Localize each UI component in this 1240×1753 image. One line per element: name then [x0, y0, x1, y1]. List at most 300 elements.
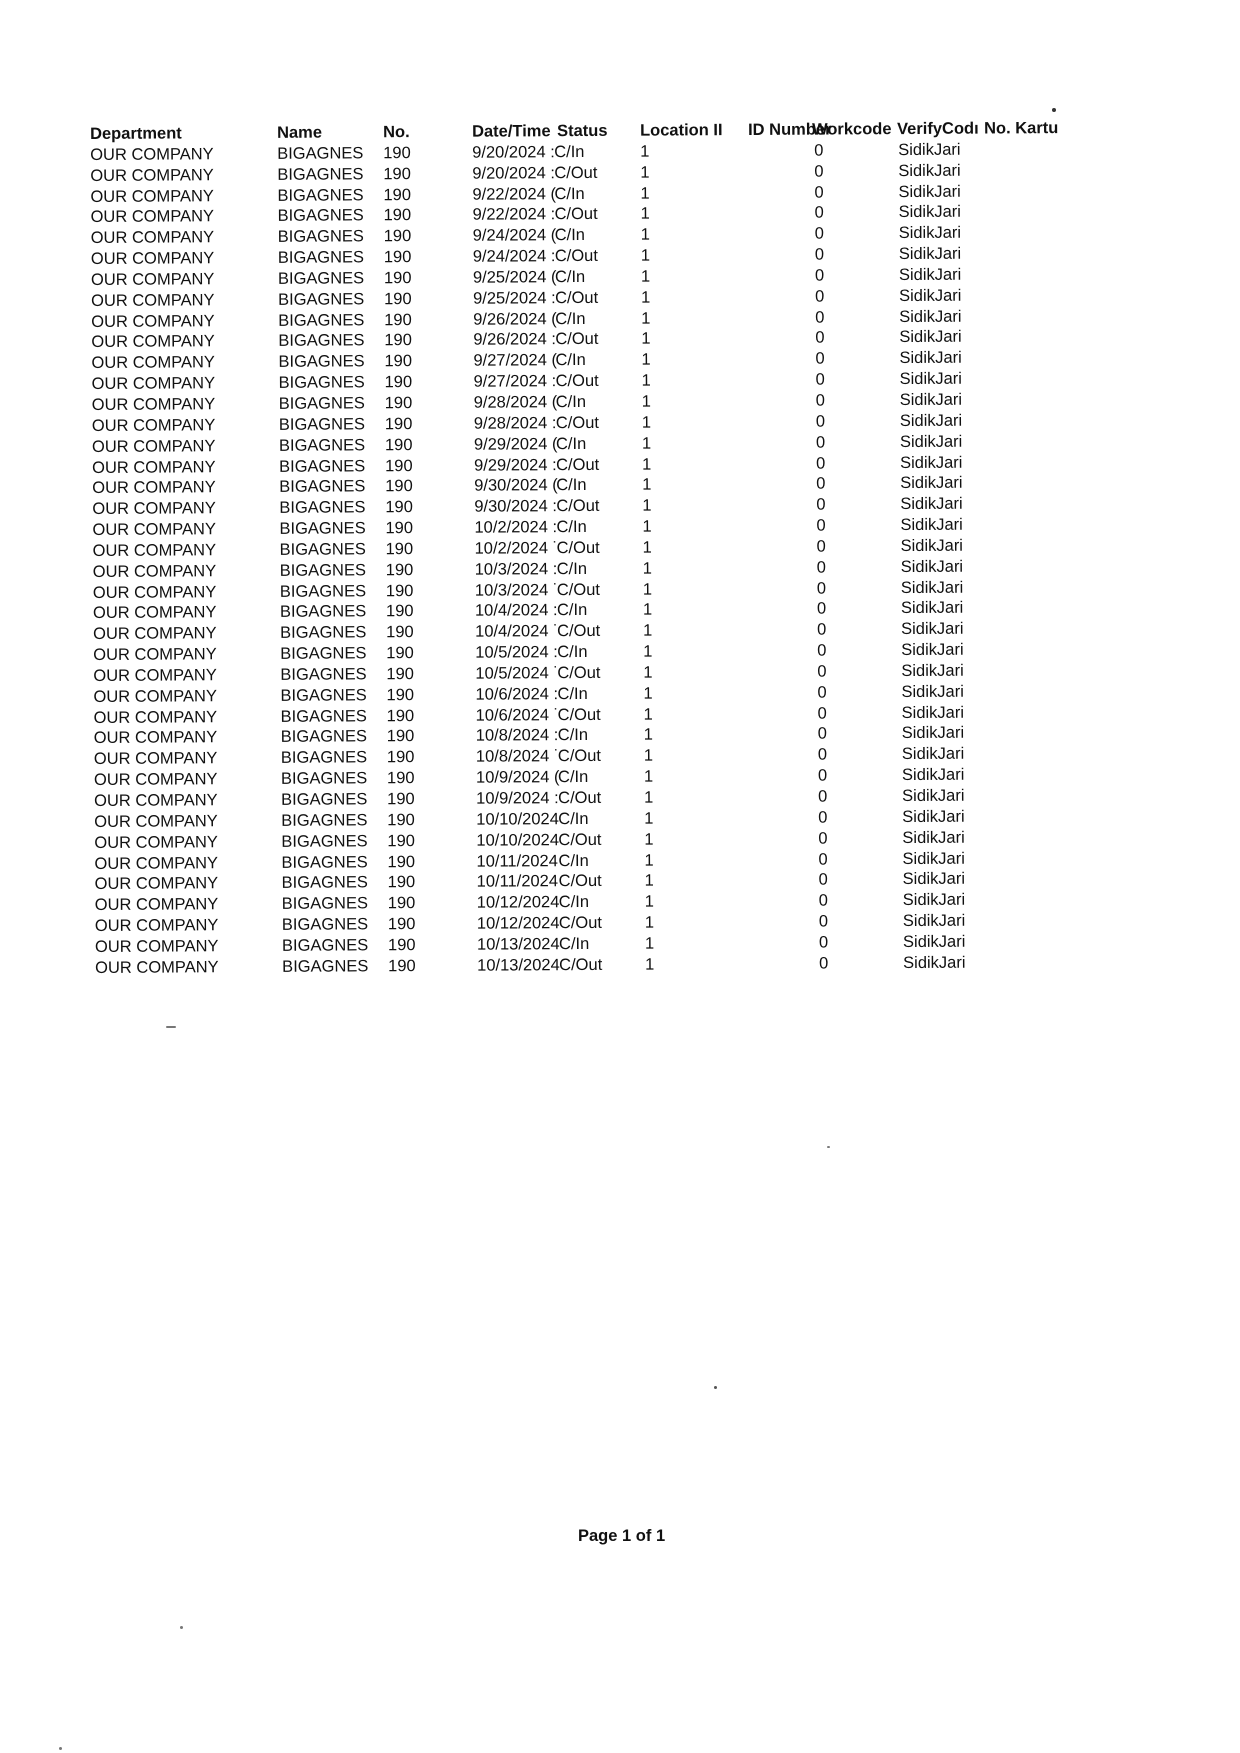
- cell-department: OUR COMPANY: [91, 311, 215, 331]
- cell-name: BIGAGNES: [279, 540, 366, 559]
- cell-datetime: 9/26/2024 :: [473, 330, 556, 350]
- cell-datetime: 9/26/2024 (: [473, 309, 557, 329]
- cell-workcode: 0: [817, 620, 827, 639]
- cell-no: 190: [383, 143, 411, 163]
- cell-datetime: 10/12/2024: [476, 893, 560, 912]
- cell-name: BIGAGNES: [280, 769, 368, 789]
- cell-datetime: 10/4/2024 ˙: [475, 622, 559, 641]
- cell-datetime: 9/30/2024 (: [474, 476, 558, 496]
- cell-workcode: 0: [817, 766, 828, 785]
- cell-name: BIGAGNES: [278, 415, 366, 434]
- cell-verifycode: SidikJari: [899, 390, 963, 410]
- cell-verifycode: SidikJari: [900, 515, 963, 535]
- cell-workcode: 0: [817, 724, 827, 744]
- cell-status: C/In: [558, 893, 590, 912]
- cell-datetime: 10/3/2024 ˙: [474, 580, 559, 600]
- cell-status: C/In: [555, 351, 586, 370]
- cell-name: BIGAGNES: [277, 248, 365, 267]
- cell-datetime: 9/22/2024 :: [472, 205, 556, 225]
- cell-no: 190: [387, 810, 415, 830]
- cell-department: OUR COMPANY: [94, 812, 218, 831]
- cell-verifycode: SidikJari: [902, 911, 966, 931]
- cell-department: OUR COMPANY: [92, 541, 217, 560]
- cell-no: 190: [387, 894, 416, 913]
- cell-department: OUR COMPANY: [91, 395, 216, 414]
- cell-department: OUR COMPANY: [90, 270, 215, 289]
- cell-no: 190: [385, 456, 413, 475]
- cell-datetime: 9/22/2024 (: [472, 184, 556, 204]
- cell-status: C/In: [558, 934, 590, 954]
- cell-no: 190: [383, 164, 411, 183]
- cell-no: 190: [387, 831, 415, 850]
- cell-status: C/In: [554, 267, 586, 287]
- cell-workcode: 0: [817, 662, 827, 681]
- cell-verifycode: SidikJari: [898, 182, 961, 201]
- cell-workcode: 0: [815, 370, 825, 389]
- cell-no: 190: [384, 414, 413, 434]
- cell-datetime: 9/20/2024 :: [472, 163, 555, 183]
- cell-location: 1: [642, 538, 652, 557]
- cell-verifycode: SidikJari: [900, 536, 964, 555]
- cell-status: C/In: [554, 142, 585, 162]
- cell-name: BIGAGNES: [277, 144, 364, 163]
- cell-verifycode: SidikJari: [898, 203, 961, 222]
- cell-verifycode: SidikJari: [902, 786, 965, 806]
- cell-location: 1: [642, 475, 652, 494]
- cell-status: C/In: [555, 434, 587, 453]
- cell-datetime: 9/24/2024 (: [472, 226, 557, 245]
- cell-location: 1: [640, 246, 651, 265]
- attendance-table: [90, 118, 1095, 979]
- cell-datetime: 9/30/2024 :: [474, 497, 557, 516]
- cell-no: 190: [386, 664, 414, 684]
- cell-datetime: 10/11/2024: [476, 851, 558, 871]
- cell-status: C/Out: [555, 413, 599, 432]
- cell-name: BIGAGNES: [280, 665, 367, 684]
- cell-verifycode: SidikJari: [899, 348, 962, 368]
- cell-department: OUR COMPANY: [93, 666, 217, 685]
- cell-workcode: 0: [818, 787, 828, 806]
- cell-status: C/In: [556, 559, 588, 578]
- cell-verifycode: SidikJari: [899, 432, 963, 451]
- cell-workcode: 0: [816, 579, 827, 598]
- cell-department: OUR COMPANY: [94, 895, 219, 915]
- cell-name: BIGAGNES: [281, 790, 368, 809]
- cell-no: 190: [387, 915, 416, 934]
- scan-speck: [59, 1747, 62, 1750]
- cell-department: OUR COMPANY: [91, 436, 216, 456]
- cell-no: 190: [385, 519, 414, 538]
- cell-department: OUR COMPANY: [90, 165, 214, 185]
- cell-verifycode: SidikJari: [899, 286, 962, 305]
- cell-department: OUR COMPANY: [93, 770, 218, 790]
- cell-datetime: 10/8/2024 ˙: [475, 747, 560, 766]
- cell-name: BIGAGNES: [280, 727, 368, 747]
- cell-location: 1: [640, 204, 650, 224]
- cell-verifycode: SidikJari: [899, 369, 962, 389]
- cell-department: OUR COMPANY: [90, 249, 215, 269]
- cell-status: C/In: [558, 851, 589, 870]
- cell-workcode: 0: [814, 266, 825, 285]
- cell-no: 190: [385, 560, 414, 579]
- cell-status: C/In: [554, 184, 585, 203]
- cell-name: BIGAGNES: [282, 957, 369, 976]
- cell-no: 190: [384, 310, 412, 329]
- cell-name: BIGAGNES: [277, 185, 364, 205]
- cell-location: 1: [641, 330, 651, 349]
- cell-workcode: 0: [818, 829, 828, 848]
- cell-department: OUR COMPANY: [92, 582, 217, 602]
- cell-location: 1: [644, 830, 654, 849]
- cell-datetime: 10/4/2024 :: [474, 601, 558, 621]
- cell-workcode: 0: [815, 412, 826, 431]
- cell-location: 1: [642, 559, 652, 578]
- cell-verifycode: SidikJari: [902, 890, 966, 910]
- cell-name: BIGAGNES: [280, 706, 367, 726]
- cell-location: 1: [640, 267, 651, 286]
- cell-location: 1: [641, 288, 651, 307]
- cell-verifycode: SidikJari: [902, 870, 966, 889]
- cell-verifycode: SidikJari: [901, 640, 964, 660]
- cell-department: OUR COMPANY: [91, 374, 216, 394]
- cell-location: 1: [642, 600, 653, 620]
- cell-verifycode: SidikJari: [900, 453, 963, 472]
- cell-verifycode: SidikJari: [898, 161, 961, 180]
- header-location: Location II: [639, 121, 723, 140]
- cell-no: 190: [386, 685, 415, 704]
- cell-workcode: 0: [814, 141, 824, 160]
- cell-verifycode: SidikJari: [902, 807, 965, 826]
- cell-name: BIGAGNES: [280, 623, 367, 643]
- cell-location: 1: [643, 726, 653, 745]
- cell-name: BIGAGNES: [279, 477, 366, 497]
- cell-workcode: 0: [817, 704, 827, 723]
- cell-verifycode: SidikJari: [898, 140, 961, 159]
- cell-department: OUR COMPANY: [92, 478, 216, 498]
- cell-department: OUR COMPANY: [93, 707, 218, 727]
- cell-verifycode: SidikJari: [900, 494, 963, 514]
- cell-verifycode: SidikJari: [901, 661, 964, 680]
- header-no-kartu: No. Kartu: [983, 119, 1059, 138]
- cell-status: C/In: [557, 684, 588, 703]
- cell-datetime: 10/10/2024: [476, 830, 560, 850]
- cell-status: C/Out: [558, 872, 602, 891]
- cell-status: C/Out: [559, 955, 603, 974]
- cell-workcode: 0: [814, 162, 824, 181]
- cell-name: BIGAGNES: [280, 644, 367, 663]
- cell-datetime: 9/20/2024 :: [472, 143, 555, 162]
- cell-status: C/In: [556, 476, 587, 495]
- cell-verifycode: SidikJari: [898, 223, 962, 243]
- cell-location: 1: [644, 871, 654, 891]
- cell-verifycode: SidikJari: [901, 765, 965, 785]
- cell-name: BIGAGNES: [278, 331, 365, 351]
- cell-no: 190: [386, 706, 415, 725]
- cell-datetime: 10/9/2024 (: [475, 768, 560, 787]
- cell-name: BIGAGNES: [281, 894, 369, 914]
- cell-department: OUR COMPANY: [92, 457, 216, 477]
- cell-verifycode: SidikJari: [901, 619, 964, 639]
- scan-speck: [827, 1146, 830, 1148]
- cell-location: 1: [641, 392, 651, 411]
- cell-workcode: 0: [816, 516, 826, 535]
- cell-verifycode: SidikJari: [899, 307, 962, 326]
- cell-no: 190: [387, 790, 415, 809]
- cell-status: C/Out: [554, 163, 598, 182]
- cell-no: 190: [387, 873, 416, 892]
- cell-status: C/Out: [557, 747, 602, 766]
- cell-location: 1: [643, 705, 653, 724]
- cell-workcode: 0: [817, 683, 827, 702]
- cell-status: C/In: [555, 392, 587, 412]
- cell-status: C/Out: [558, 830, 602, 849]
- cell-name: BIGAGNES: [281, 936, 369, 955]
- cell-department: OUR COMPANY: [94, 937, 219, 956]
- cell-status: C/Out: [555, 372, 599, 391]
- cell-department: OUR COMPANY: [90, 228, 215, 248]
- cell-datetime: 10/11/2024: [476, 872, 559, 892]
- header-datetime: Date/Time: [471, 122, 551, 141]
- cell-workcode: 0: [815, 287, 825, 306]
- cell-no: 190: [384, 289, 412, 308]
- cell-location: 1: [643, 642, 653, 661]
- cell-verifycode: SidikJari: [903, 953, 966, 972]
- cell-verifycode: SidikJari: [898, 265, 962, 284]
- cell-department: OUR COMPANY: [93, 749, 218, 769]
- cell-status: C/Out: [556, 455, 600, 474]
- cell-workcode: 0: [815, 349, 825, 368]
- cell-department: OUR COMPANY: [91, 353, 215, 373]
- cell-datetime: 10/5/2024 :: [475, 643, 558, 662]
- cell-workcode: 0: [816, 495, 826, 514]
- cell-location: 1: [640, 225, 650, 244]
- cell-department: OUR COMPANY: [93, 624, 217, 644]
- cell-department: OUR COMPANY: [95, 957, 219, 977]
- cell-no: 190: [386, 644, 414, 663]
- cell-no: 190: [388, 956, 416, 975]
- page-number: Page 1 of 1: [578, 1527, 666, 1545]
- cell-name: BIGAGNES: [278, 373, 365, 392]
- cell-no: 190: [386, 623, 414, 642]
- header-name: Name: [277, 123, 323, 142]
- cell-workcode: 0: [818, 891, 829, 910]
- cell-location: 1: [641, 309, 651, 328]
- cell-workcode: 0: [818, 912, 829, 931]
- cell-location: 1: [642, 455, 652, 474]
- cell-status: C/In: [557, 768, 589, 787]
- cell-status: C/In: [556, 518, 587, 537]
- cell-location: 1: [642, 496, 652, 515]
- cell-datetime: 10/13/2024: [477, 955, 560, 975]
- cell-no: 190: [385, 539, 414, 559]
- cell-workcode: 0: [818, 808, 828, 827]
- cell-location: 1: [644, 851, 654, 870]
- cell-department: OUR COMPANY: [93, 687, 218, 706]
- cell-no: 190: [387, 852, 416, 871]
- cell-status: C/Out: [556, 580, 601, 599]
- cell-name: BIGAGNES: [278, 352, 365, 372]
- cell-no: 190: [386, 748, 415, 767]
- cell-verifycode: SidikJari: [901, 744, 965, 764]
- scan-speck: [1052, 108, 1056, 112]
- cell-workcode: 0: [816, 558, 826, 577]
- cell-name: BIGAGNES: [279, 561, 366, 580]
- cell-status: C/In: [555, 309, 586, 328]
- cell-workcode: 0: [818, 870, 828, 889]
- cell-location: 1: [643, 621, 653, 640]
- cell-department: OUR COMPANY: [92, 603, 217, 623]
- cell-no: 190: [384, 331, 412, 350]
- cell-no: 190: [384, 394, 413, 413]
- cell-status: C/Out: [556, 497, 600, 516]
- cell-status: C/Out: [554, 205, 598, 224]
- cell-department: OUR COMPANY: [91, 290, 215, 310]
- cell-name: BIGAGNES: [277, 165, 364, 184]
- cell-name: BIGAGNES: [279, 498, 366, 518]
- cell-verifycode: SidikJari: [902, 849, 965, 868]
- cell-location: 1: [645, 955, 655, 974]
- cell-name: BIGAGNES: [279, 581, 367, 601]
- header-no: No.: [383, 123, 410, 142]
- cell-name: BIGAGNES: [281, 873, 368, 893]
- cell-no: 190: [385, 498, 413, 517]
- cell-name: BIGAGNES: [279, 602, 367, 622]
- cell-workcode: 0: [818, 850, 828, 869]
- cell-no: 190: [383, 206, 412, 225]
- cell-datetime: 9/27/2024 (: [473, 351, 557, 370]
- scan-speck: [714, 1386, 717, 1389]
- cell-datetime: 10/2/2024 ˙: [474, 539, 559, 558]
- cell-no: 190: [383, 248, 412, 267]
- cell-no: 190: [387, 935, 416, 955]
- cell-workcode: 0: [815, 308, 825, 327]
- cell-department: OUR COMPANY: [92, 561, 217, 581]
- header-id-number: ID Number: [747, 120, 832, 139]
- cell-datetime: 10/12/2024: [476, 914, 560, 933]
- cell-status: C/In: [554, 226, 586, 245]
- cell-no: 190: [385, 581, 414, 600]
- cell-location: 1: [641, 434, 652, 453]
- cell-location: 1: [641, 350, 651, 369]
- cell-status: C/Out: [558, 913, 603, 933]
- cell-location: 1: [643, 684, 653, 703]
- cell-location: 1: [644, 913, 655, 932]
- cell-workcode: 0: [817, 641, 827, 660]
- cell-no: 190: [384, 435, 413, 454]
- cell-verifycode: SidikJari: [901, 724, 965, 743]
- cell-name: BIGAGNES: [277, 227, 364, 247]
- cell-department: OUR COMPANY: [94, 916, 219, 936]
- cell-datetime: 10/6/2024 ˙: [475, 705, 560, 725]
- cell-status: C/In: [556, 601, 588, 620]
- cell-datetime: 9/28/2024 :: [473, 413, 557, 433]
- cell-location: 1: [640, 163, 650, 182]
- cell-workcode: 0: [815, 433, 826, 452]
- cell-datetime: 9/29/2024 :: [474, 455, 557, 475]
- cell-workcode: 0: [816, 537, 826, 556]
- cell-name: BIGAGNES: [281, 811, 368, 830]
- cell-location: 1: [641, 371, 651, 390]
- cell-location: 1: [642, 580, 653, 599]
- cell-workcode: 0: [814, 183, 824, 202]
- header-status: Status: [556, 121, 608, 141]
- cell-datetime: 9/28/2024 (: [473, 393, 558, 412]
- cell-datetime: 10/8/2024 :: [475, 726, 559, 746]
- cell-department: OUR COMPANY: [92, 499, 216, 519]
- cell-location: 1: [643, 767, 654, 786]
- cell-no: 190: [385, 477, 413, 496]
- cell-department: OUR COMPANY: [90, 145, 214, 164]
- cell-verifycode: SidikJari: [901, 703, 965, 722]
- cell-verifycode: SidikJari: [900, 578, 964, 597]
- cell-workcode: 0: [816, 454, 826, 473]
- cell-name: BIGAGNES: [280, 686, 367, 705]
- cell-name: BIGAGNES: [279, 519, 366, 538]
- scan-speck: [180, 1626, 183, 1629]
- cell-datetime: 10/5/2024 ˙: [475, 664, 559, 683]
- cell-workcode: 0: [815, 391, 825, 410]
- cell-verifycode: SidikJari: [902, 828, 965, 847]
- cell-status: C/Out: [557, 622, 601, 641]
- cell-verifycode: SidikJari: [900, 599, 964, 618]
- cell-datetime: 10/10/2024: [476, 809, 559, 829]
- cell-name: BIGAGNES: [278, 290, 365, 309]
- cell-verifycode: SidikJari: [900, 474, 963, 493]
- cell-department: OUR COMPANY: [94, 832, 218, 852]
- table-body: [90, 139, 1095, 979]
- cell-status: C/In: [557, 726, 589, 745]
- cell-name: BIGAGNES: [281, 832, 368, 851]
- cell-department: OUR COMPANY: [93, 728, 218, 748]
- cell-verifycode: SidikJari: [900, 557, 964, 576]
- header-verifycode: VerifyCodı: [896, 119, 979, 139]
- cell-no: 190: [386, 769, 415, 788]
- cell-workcode: 0: [817, 745, 828, 764]
- header-department: Department: [90, 124, 182, 143]
- cell-department: OUR COMPANY: [93, 645, 217, 665]
- cell-department: OUR COMPANY: [91, 332, 215, 352]
- cell-name: BIGAGNES: [277, 206, 364, 226]
- cell-no: 190: [383, 268, 412, 288]
- cell-verifycode: SidikJari: [902, 932, 966, 951]
- cell-name: BIGAGNES: [277, 269, 365, 288]
- cell-datetime: 10/13/2024: [476, 935, 560, 954]
- cell-department: OUR COMPANY: [94, 853, 219, 873]
- cell-location: 1: [644, 934, 655, 953]
- cell-name: BIGAGNES: [278, 310, 365, 330]
- cell-status: C/Out: [557, 705, 601, 724]
- cell-status: C/In: [558, 809, 589, 828]
- cell-workcode: 0: [816, 474, 826, 493]
- cell-no: 190: [386, 727, 415, 746]
- cell-no: 190: [385, 602, 414, 621]
- cell-department: OUR COMPANY: [94, 874, 219, 894]
- cell-workcode: 0: [815, 328, 825, 348]
- cell-datetime: 9/24/2024 :: [472, 247, 556, 266]
- cell-name: BIGAGNES: [281, 915, 369, 934]
- cell-name: BIGAGNES: [280, 748, 368, 768]
- cell-datetime: 9/27/2024 :: [473, 372, 557, 391]
- cell-status: C/Out: [556, 538, 600, 558]
- cell-datetime: 9/25/2024 :: [473, 288, 556, 308]
- cell-verifycode: SidikJari: [899, 411, 963, 430]
- header-workcode: Workcode: [811, 120, 892, 139]
- cell-location: 1: [644, 809, 654, 828]
- cell-datetime: 10/3/2024 :: [474, 559, 558, 579]
- cell-department: OUR COMPANY: [92, 520, 216, 540]
- cell-location: 1: [643, 663, 653, 682]
- cell-name: BIGAGNES: [281, 852, 368, 872]
